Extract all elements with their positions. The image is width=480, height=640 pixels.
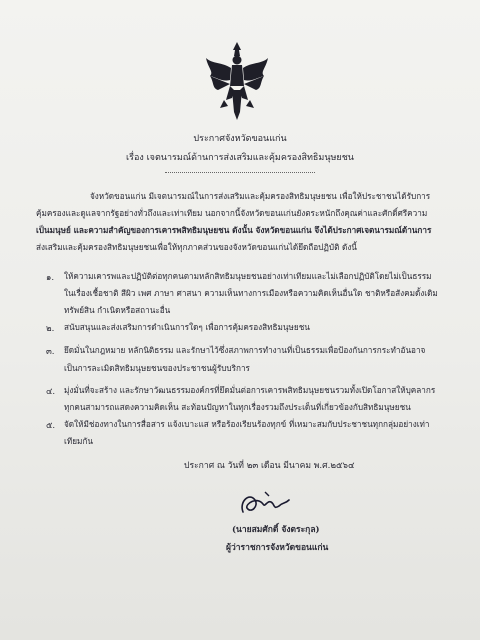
intro-line-4: ส่งเสริมและคุ้มครองสิทธิมนุษยชนเพื่อให้ทุกภาคส่วนของจังหวัดขอนแก่นได้ยึดถือปฏิบัติ ดังนี้	[36, 242, 357, 252]
item-5-line-1: จัดให้มีช่องทางในการสื่อสาร แจ้งเบาะแส หรือร้องเรียนร้องทุกข์ ที่เหมาะสมกับประชาชนทุกกลุ่มอย่างเท่า	[64, 419, 430, 429]
garuda-emblem-icon	[202, 38, 272, 122]
signer-position: ผู้ว่าราชการจังหวัดขอนแก่น	[226, 543, 329, 553]
intro-line-2: คุ้มครองและดูแลจากรัฐอย่างทั่วถึงและเท่าเทียม นอกจากนี้จังหวัดขอนแก่นยังตระหนักถึงคุณค่าและศักดิ์ศรีความ	[36, 208, 428, 218]
item-3-line-1: ยึดมั่นในกฎหมาย หลักนิติธรรม และรักษาไว้ซึ่งสภาพการทำงานที่เป็นธรรมเพื่อป้องกันการกระทำอันอาจ	[64, 345, 426, 355]
item-4-line-1: มุ่งมั่นที่จะสร้าง และรักษาวัฒนธรรมองค์กรที่ยึดมั่นต่อการเคารพสิทธิมนุษยชนรวมทั้งเปิดโอกาสให้บุคลากร	[64, 385, 436, 395]
item-number: ๔.	[46, 387, 56, 397]
date-line: ประกาศ ณ วันที่ ๒๓ เดือน มีนาคม พ.ศ.๒๕๖๔	[184, 461, 355, 471]
item-1-line-1: ให้ความเคารพและปฏิบัติต่อทุกคนตามหลักสิทธิมนุษยชนอย่างเท่าเทียมและไม่เลือกปฏิบัติโดยไม่เป็นธรรม	[64, 271, 432, 281]
announcement-title: ประกาศจังหวัดขอนแก่น	[193, 134, 287, 144]
item-number: ๕.	[46, 421, 56, 431]
item-1-line-3: ทรัพย์สิน กำเนิดหรือสถานะอื่น	[64, 305, 171, 315]
item-3-line-2: เป็นการละเมิดสิทธิมนุษยชนของประชาชนผู้รับบริการ	[64, 363, 250, 373]
item-5-line-2: เทียมกัน	[64, 436, 93, 446]
item-number: ๑.	[46, 273, 55, 283]
item-4-line-2: ทุกคนสามารถแสดงความคิดเห็น สะท้อนปัญหาในทุกเรื่องรวมถึงประเด็นที่เกี่ยวข้องกับสิทธิมนุษยชน	[64, 402, 411, 412]
item-number: ๓.	[46, 347, 55, 357]
title-divider	[165, 172, 315, 173]
item-1-line-2: ในเรื่องเชื้อชาติ สีผิว เพศ ภาษา ศาสนา ความเห็นทางการเมืองหรือความคิดเห็นอื่นใด ชาติหรือสังคมดั้งเดิม	[64, 288, 438, 298]
announcement-subject: เรื่อง เจตนารมณ์ด้านการส่งเสริมและคุ้มครองสิทธิมนุษยชน	[126, 153, 354, 163]
signer-name: (นายสมศักดิ์ จังตระกุล)	[232, 525, 320, 535]
intro-line-3: เป็นมนุษย์ และความสำคัญของการเคารพสิทธิมนุษยชน ดังนั้น จังหวัดขอนแก่น จึงได้ประกาศเจตนารมณ์ด้านการ	[36, 225, 432, 235]
intro-line-1: จังหวัดขอนแก่น มีเจตนารมณ์ในการส่งเสริมและคุ้มครองสิทธิมนุษยชน เพื่อให้ประชาชนได้รับการ	[90, 191, 431, 201]
item-2-line-1: สนับสนุนและส่งเสริมการดำเนินการใดๆ เพื่อการคุ้มครองสิทธิมนุษยชน	[64, 322, 310, 332]
item-number: ๒.	[46, 324, 55, 334]
handwritten-signature	[235, 482, 295, 522]
